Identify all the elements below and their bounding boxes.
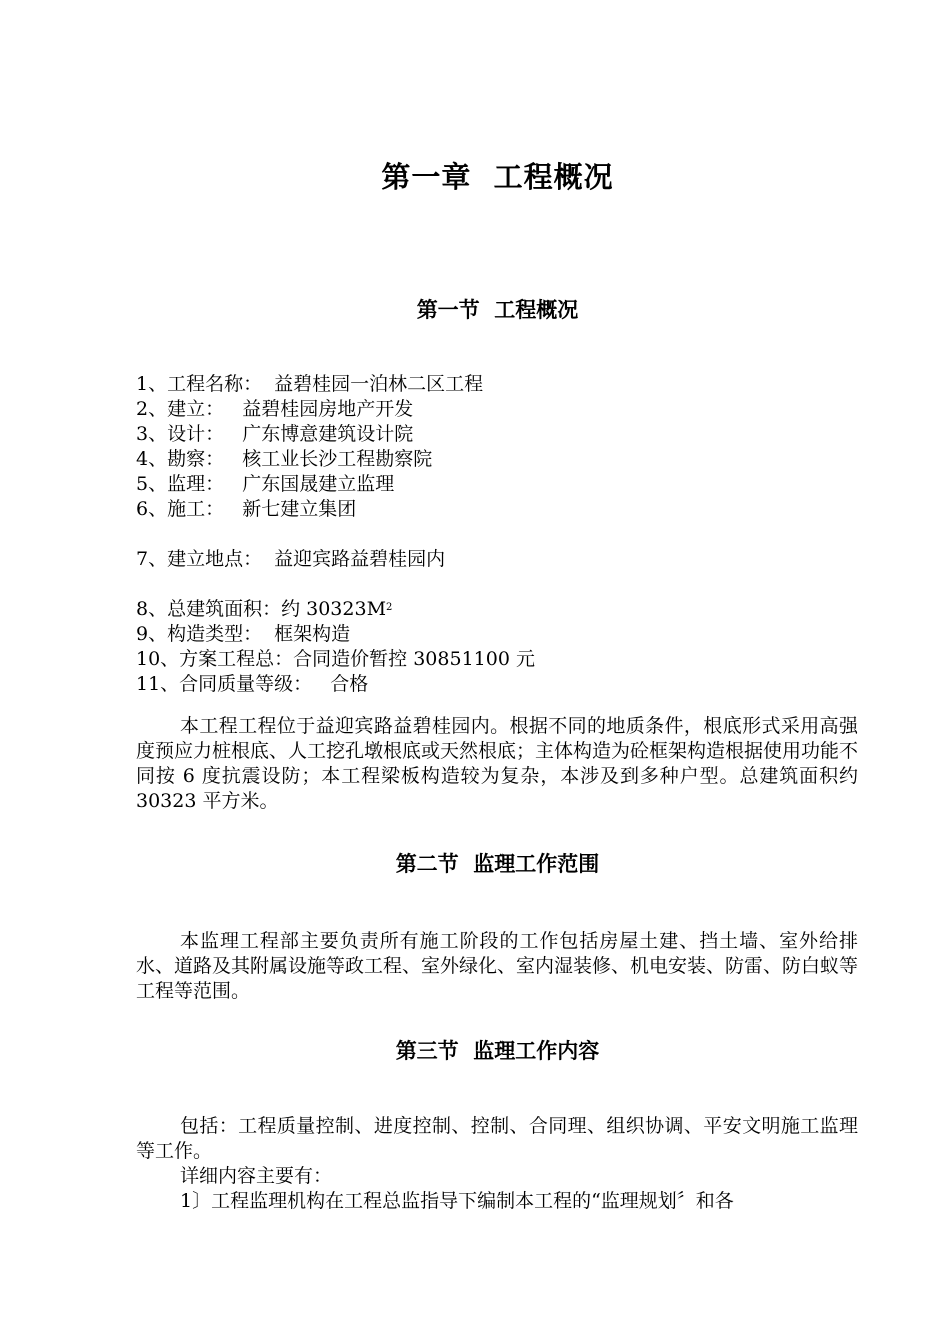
overview-paragraph: 本工程工程位于益迎宾路益碧桂园内。根据不同的地质条件，根底形式采用高强度预应力桩根底、人工挖孔墩根底或天然根底；主体构造为砼框架构造根据使用功能不同按 6 度抗震设防；本工程梁板构造较为复杂，本涉及到多种户型。总建筑面积约 30323 平方米。 bbox=[136, 715, 859, 812]
info-item-2: 2、建立： 益碧桂园房地产开发 bbox=[136, 398, 414, 420]
content-paragraph-2: 详细内容主要有： bbox=[180, 1165, 333, 1187]
info-item-9: 9、构造类型： 框架构造 bbox=[136, 623, 351, 645]
area-superscript: 2 bbox=[386, 602, 393, 613]
section-1-title: 第一节 工程概况 bbox=[416, 298, 579, 322]
info-item-8-text: 8、总建筑面积：约 30323M bbox=[136, 598, 387, 620]
info-item-6: 6、施工： 新七建立集团 bbox=[136, 498, 357, 520]
info-item-10: 10、方案工程总：合同造价暂控 30851100 元 bbox=[136, 648, 535, 670]
info-item-4: 4、勘察： 核工业长沙工程勘察院 bbox=[136, 448, 433, 470]
content-paragraph-3: 1〕工程监理机构在工程总监指导下编制本工程的“监理规划〞和各 bbox=[180, 1190, 734, 1212]
info-item-3: 3、设计： 广东博意建筑设计院 bbox=[136, 423, 414, 445]
section-2-title: 第二节 监理工作范围 bbox=[395, 852, 600, 876]
info-item-1: 1、工程名称： 益碧桂园一泊林二区工程 bbox=[136, 373, 484, 395]
section-3-title: 第三节 监理工作内容 bbox=[395, 1039, 600, 1063]
scope-paragraph: 本监理工程部主要负责所有施工阶段的工作包括房屋土建、挡土墙、室外给排水、道路及其附属设施等政工程、室外绿化、室内湿装修、机电安装、防雷、防白蚁等工程等范围。 bbox=[136, 930, 859, 1002]
content-paragraph-1: 包括：工程质量控制、进度控制、控制、合同理、组织协调、平安文明施工监理等工作。 bbox=[136, 1115, 858, 1162]
info-item-8 bbox=[136, 597, 392, 622]
info-item-5: 5、监理： 广东国晟建立监理 bbox=[136, 473, 395, 495]
info-item-11: 11、合同质量等级： 合格 bbox=[136, 673, 369, 695]
chapter-title: 第一章 工程概况 bbox=[381, 160, 614, 194]
info-item-7: 7、建立地点： 益迎宾路益碧桂园内 bbox=[136, 548, 446, 570]
